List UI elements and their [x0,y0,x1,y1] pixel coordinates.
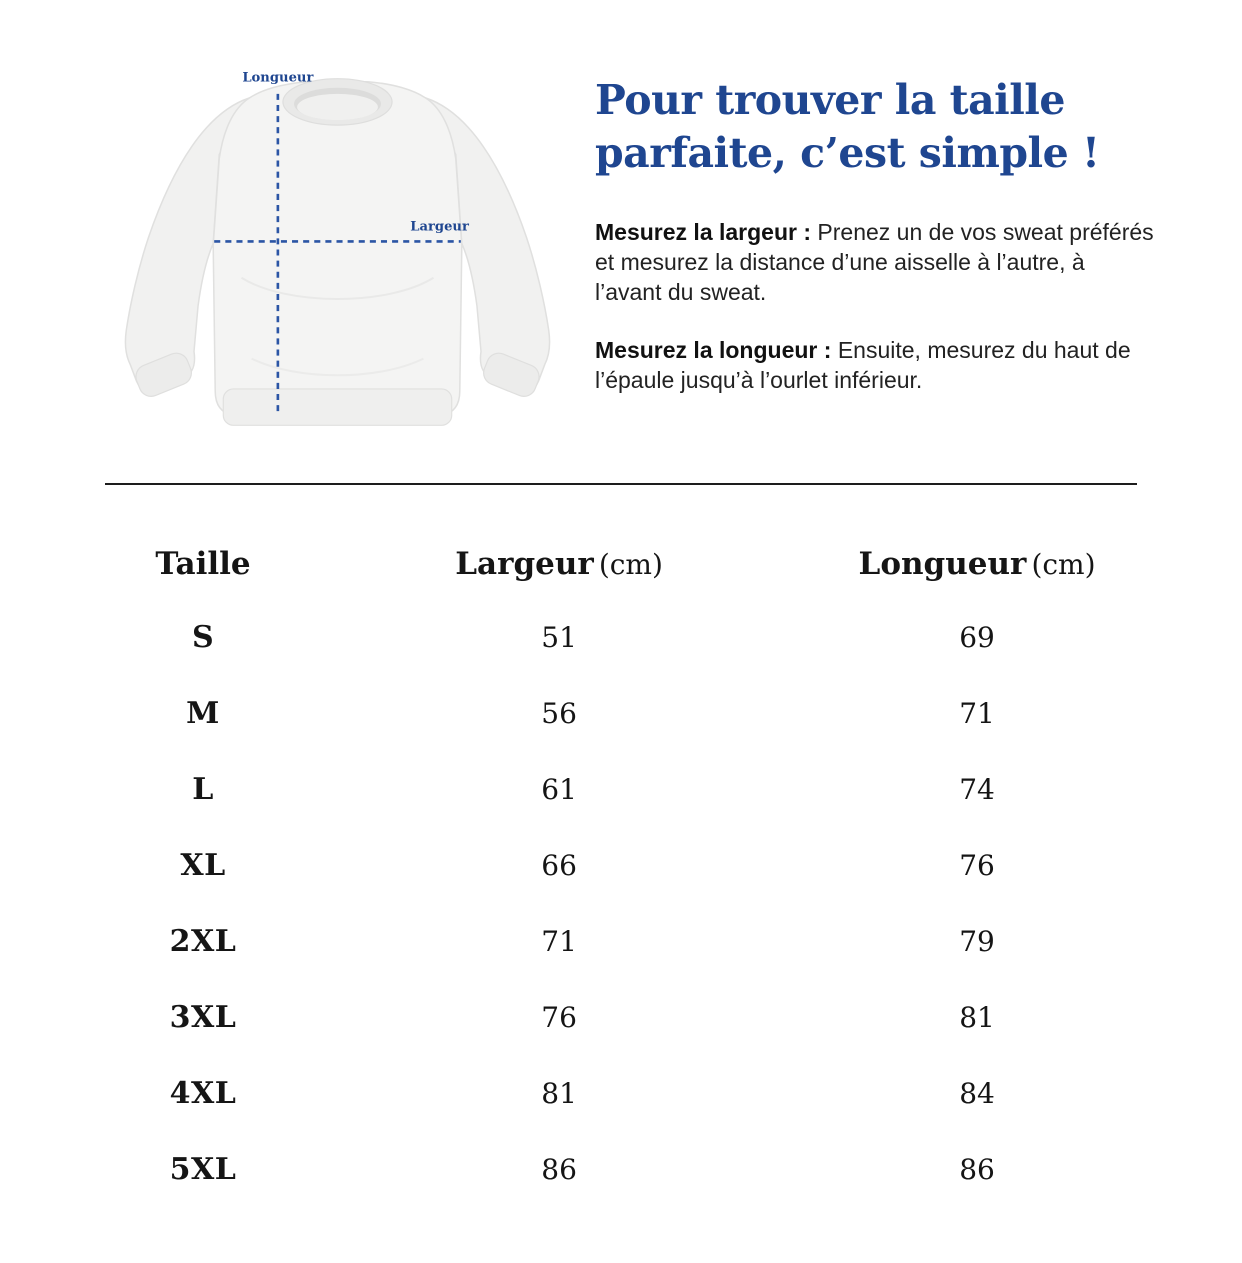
measure-length-instructions [595,335,1155,395]
header-longueur-unit: (cm) [1031,547,1096,581]
measure-width-instructions [595,217,1155,307]
size-table-header-row [105,528,1137,599]
width-value: 86 [541,1152,577,1186]
width-value: 51 [541,620,577,654]
page-title-line2: parfaite, c’est simple ! [595,129,1100,178]
header-longueur-label: Longueur [858,545,1027,582]
largeur-diagram-label: Largeur [410,219,469,235]
table-row [105,827,1137,903]
size-label: 3XL [169,999,237,1035]
measure-width-lead: Mesurez la largeur : [595,218,812,245]
page-title [595,74,1155,181]
table-row [105,1055,1137,1131]
table-row [105,599,1137,675]
hem-band [223,389,451,425]
length-value: 69 [959,620,995,654]
size-label: 5XL [169,1151,237,1187]
length-value: 79 [959,924,995,958]
measure-length-lead: Mesurez la longueur : [595,336,832,363]
size-label: XL [180,847,226,883]
length-value: 84 [959,1076,995,1110]
length-value: 86 [959,1152,995,1186]
length-value: 74 [959,772,995,806]
table-row [105,979,1137,1055]
sweatshirt-image [100,56,575,448]
page-title-line1: Pour trouver la taille [595,76,1065,124]
width-value: 71 [541,924,577,958]
size-label: M [186,695,220,731]
sweatshirt-diagram [100,56,575,448]
size-label: 2XL [169,923,237,959]
width-value: 81 [541,1076,577,1110]
width-value: 76 [541,1000,577,1034]
table-row [105,675,1137,751]
width-value: 66 [541,848,577,882]
length-value: 71 [959,696,995,730]
section-divider [105,483,1137,485]
measure-width-text: Prenez un de vos sweat préférés et mesurez la distance d’une aisselle à l’autre, à l’avant du sweat. [595,218,1154,305]
length-value: 76 [959,848,995,882]
longueur-diagram-label: Longueur [242,70,314,86]
size-label: S [191,619,215,655]
sweatshirt-body [213,82,462,416]
size-table [105,528,1137,1207]
width-value: 61 [541,772,577,806]
header-largeur-unit: (cm) [598,547,663,581]
header-taille: Taille [155,545,251,582]
measure-length-text: Ensuite, mesurez du haut de l’épaule jusqu’à l’ourlet inférieur. [595,336,1131,393]
length-value: 81 [959,1000,995,1034]
collar-inner [297,94,378,120]
size-label: L [192,771,214,807]
header-largeur [301,546,817,582]
table-row [105,903,1137,979]
header-largeur-label: Largeur [455,545,594,582]
intro-section [595,74,1155,395]
header-longueur [817,546,1137,582]
table-row [105,1131,1137,1207]
width-value: 56 [541,696,577,730]
table-row [105,751,1137,827]
size-label: 4XL [169,1075,237,1111]
